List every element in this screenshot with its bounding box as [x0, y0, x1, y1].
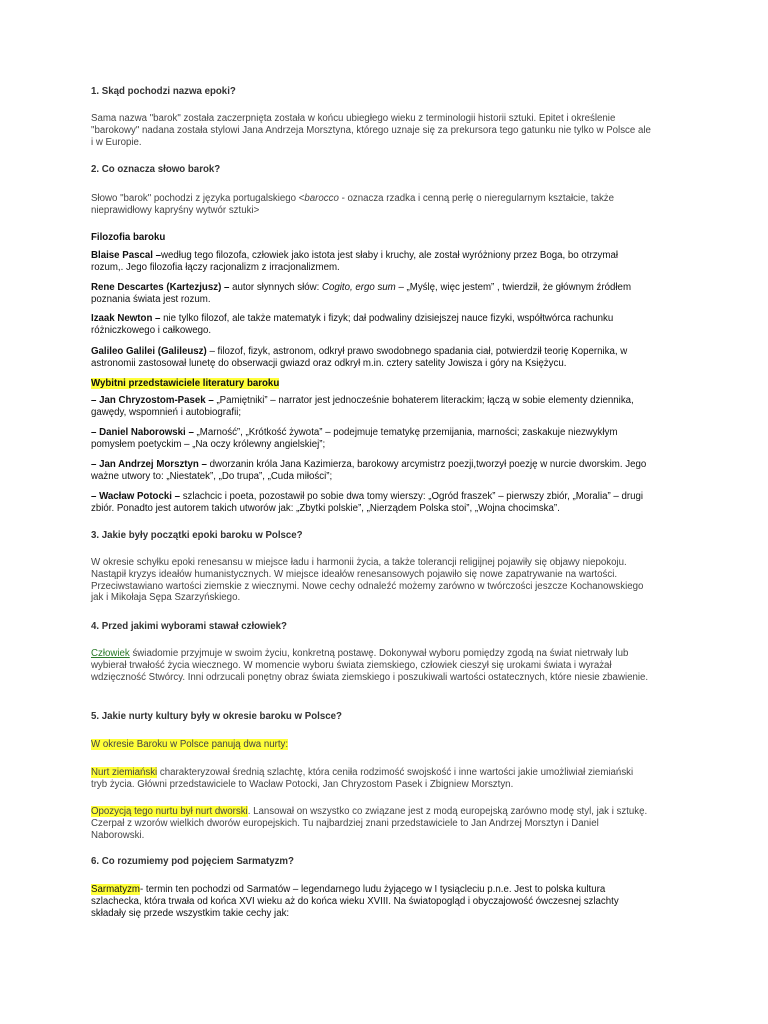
question-5-intro: W okresie Baroku w Polsce panują dwa nurty: [91, 739, 289, 750]
question-5-title: 5. Jakie nurty kultury były w okresie baroku w Polsce? [91, 711, 342, 722]
question-6-answer: Sarmatyzm- termin ten pochodzi od Sarmatów – legendarnego ludu żyjącego w I tysiącleciu p.n.e. Jest to polska kultura szlachecka, która trwała od końca XVI wieku aż do końca wieku XVIII. Na światopogląd i obyczajowość ówczesnej szlachty składały się przede wszystkim takie cechy jak: [91, 884, 619, 919]
newton-entry: Izaak Newton – nie tylko filozof, ale także matematyk i fizyk; dał podwaliny dzisiejszej nauce fizyki, współtwórca rachunku różniczkowego i całkowego. [91, 313, 614, 336]
philosophy-heading: Filozofia baroku [91, 232, 166, 243]
nurt-dworski: Opozycją tego nurtu był nurt dworski. Lansował on wszystko co związane jest z modą europejską zarówno modę styl, jak i sztukę. Czerpał z wzorów wielkich dworów europejskich. Tu najbardziej znani przedstawiciele to Jan Andrzej Morsztyn i Daniel Naborowski. [91, 806, 648, 841]
galileo-entry: Galileo Galilei (Galileusz) – filozof, fizyk, astronom, odkrył prawo swodobnego spadania ciał, potwierdził teorię Kopernika, w astronomii zastosował lunetę do obserwacji gwiazd oraz odkrył m.in. cztery satelity Jowisza i góry na Księżycu. [91, 346, 628, 369]
potocki-entry: – Wacław Potocki – szlachcic i poeta, pozostawił po sobie dwa tomy wierszy: „Ogród fraszek” – pierwszy zbiór, „Moralia” – drugi zbiór. Ponadto jest autorem takich utworów jak: „Zbytki polskie”, „Nierządem Polska stoi”, „Wojna chocimska”. [91, 491, 644, 514]
question-4-title: 4. Przed jakimi wyborami stawał człowiek? [91, 621, 287, 632]
pascal-entry: Blaise Pascal –według tego filozofa, człowiek jako istota jest słaby i kruchy, ale został wyróżniony przez Boga, bo otrzymał rozum,. Jego filozofia łączy racjonalizm z irracjonalizmem. [91, 250, 618, 273]
question-3-answer: W okresie schyłku epoki renesansu w miejsce ładu i harmonii życia, a także tolerancji religijnej pojawiły się objawy niepokoju. Nastąpił kryzys ideałów humanistycznych. W miejsce ideałów renesansowych pojawiło się nowe zapatrywanie na wartości. Przeciwstawiano wartości ziemskie z wiecznymi. Nowe cechy odnaleźć możemy zarówno w twórczości jeszcze Kochanowskiego jak i Mikołaja Sępa Szarzyńskiego. [91, 557, 644, 604]
question-3-title: 3. Jakie były początki epoki baroku w Polsce? [91, 530, 303, 541]
pasek-entry: – Jan Chryzostom-Pasek – „Pamiętniki” – narrator jest jednocześnie bohaterem literackim; łączą w sobie elementy dziennika, gawędy, wspomnień i autobiografii; [91, 395, 634, 418]
writers-heading: Wybitni przedstawiciele literatury baroku [91, 378, 280, 389]
morsztyn-entry: – Jan Andrzej Morsztyn – dworzanin króla Jana Kazimierza, barokowy arcymistrz poezji,tworzył poezję w nurcie dworskim. Jego ważne utwory to: „Niestatek”, „Do trupa”, „Cuda miłości”; [91, 459, 647, 482]
nurt-ziemianski: Nurt ziemiański charakteryzował średnią szlachtę, która ceniła rodzimość swojskość i inne wartości jakie umożliwiał ziemiański tryb życia. Główni przedstawiciele to Wacław Potocki, Jan Chryzostom Pasek i Zbigniew Morsztyn. [91, 767, 634, 790]
question-4-answer: Człowiek świadomie przyjmuje w swoim życiu, konkretną postawę. Dokonywał wyboru pomiędzy zgodą na świat nietrwały lub wybierał trwałość życia wiecznego. W momencie wyboru świata ziemskiego, człowiek cieszył się urokami świata i wyrażał wdzięczność Stwórcy. Inni odrzucali ponętny obraz świata ziemskiego i poszukiwali wartości ostatecznych, które niesie zbawienie. [91, 648, 649, 683]
naborowski-entry: – Daniel Naborowski – „Marność”, „Krótkość żywota” – podejmuje tematykę przemijania, marności; zaskakuje niezwykłym pomysłem poetyckim – „Na oczy królewny angielskiej”; [91, 427, 618, 450]
question-2-answer: Słowo "barok" pochodzi z języka portugalskiego <barocco - oznacza rzadka i cenną perłę o nieregularnym kształcie, także nieprawidłowy kapryśny wytwór sztuki> [91, 193, 615, 216]
question-6-title: 6. Co rozumiemy pod pojęciem Sarmatyzm? [91, 856, 294, 867]
question-2-title: 2. Co oznacza słowo barok? [91, 164, 221, 175]
czlowiek-link[interactable]: Człowiek [91, 648, 130, 659]
question-1-answer: Sama nazwa "barok" została zaczerpnięta została w końcu ubiegłego wieku z terminologii historii sztuki. Epitet i określenie "barokowy" nadana została stylowi Jana Andrzeja Morsztyna, którego uznaje się za prekursora tego gatunku nie tylko w Polsce ale i w Europie. [91, 113, 651, 148]
descartes-entry: Rene Descartes (Kartezjusz) – autor słynnych słów: Cogito, ergo sum – „Myślę, więc jestem” , twierdził, że głównym źródłem poznania świata jest rozum. [91, 282, 632, 305]
question-1-title: 1. Skąd pochodzi nazwa epoki? [91, 86, 236, 97]
